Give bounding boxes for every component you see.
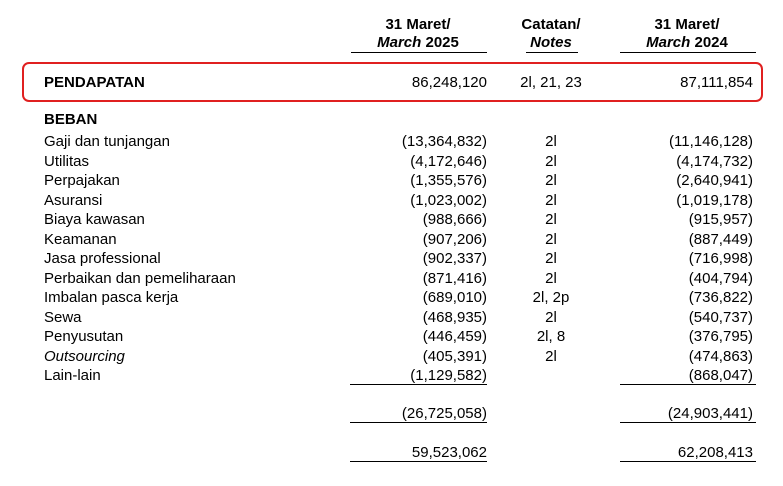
- header-notes-line1: Catatan/: [521, 16, 581, 33]
- expense-value-2024: (868,047): [688, 367, 753, 384]
- total-expenses-row: [0, 404, 783, 423]
- net-row: [0, 443, 783, 462]
- net-value-2025: 59,523,062: [411, 444, 487, 461]
- expense-notes: 2l, 2p: [532, 289, 570, 306]
- expense-label: Utilitas: [44, 152, 90, 170]
- expense-value-2024: (736,822): [688, 289, 753, 306]
- table-row: [0, 132, 783, 151]
- expense-value-2025: (446,459): [422, 328, 487, 345]
- table-row: [0, 327, 783, 346]
- expense-value-2024: (404,794): [688, 269, 753, 287]
- header-march-2024: [617, 16, 757, 52]
- expense-value-2025: (1,023,002): [410, 191, 487, 209]
- table-row: [0, 308, 783, 327]
- table-row: [0, 210, 783, 229]
- expense-value-2025: (468,935): [422, 308, 487, 326]
- expense-value-2025: (1,129,582): [410, 367, 487, 384]
- header-2024-underline: [620, 52, 756, 53]
- table-row: [0, 269, 783, 288]
- expenses-heading: BEBAN: [44, 111, 98, 128]
- expense-value-2024: (1,019,178): [676, 191, 753, 209]
- table-row: [0, 171, 783, 190]
- table-row: [0, 191, 783, 210]
- revenue-value-2024: 87,111,854: [680, 74, 753, 91]
- expense-value-2024: (887,449): [688, 230, 753, 248]
- expense-value-2024: (11,146,128): [669, 133, 753, 150]
- expense-notes: 2l: [545, 152, 557, 170]
- expense-value-2025: (871,416): [422, 269, 487, 287]
- expense-value-2025: (902,337): [422, 250, 487, 267]
- expense-value-2025: (988,666): [422, 211, 487, 228]
- net-value-2024: 62,208,413: [677, 444, 753, 461]
- expense-label: Biaya kawasan: [44, 211, 145, 228]
- table-row: [0, 347, 783, 366]
- header-2025-line1: 31 Maret/: [385, 16, 451, 33]
- table-row: [0, 249, 783, 268]
- total-expenses-line-2025: [350, 422, 487, 423]
- expense-notes: 2l: [545, 269, 557, 287]
- header-notes-line2: Notes: [530, 34, 572, 51]
- expenses-heading-row: [0, 110, 783, 129]
- expense-value-2024: (716,998): [688, 250, 753, 267]
- expense-value-2025: (13,364,832): [401, 133, 487, 150]
- expense-label: Perbaikan dan pemeliharaan: [44, 269, 236, 287]
- expense-value-2025: (1,355,576): [410, 172, 487, 189]
- expense-label: Penyusutan: [44, 328, 124, 345]
- expense-label: Sewa: [44, 308, 82, 326]
- expense-notes: 2l: [545, 250, 557, 267]
- expense-label: Lain-lain: [44, 367, 101, 384]
- expense-label: Keamanan: [44, 230, 117, 248]
- expense-value-2025: (689,010): [422, 289, 487, 306]
- table-row: [0, 366, 783, 385]
- expense-label: Gaji dan tunjangan: [44, 133, 170, 150]
- header-march-2025: [348, 16, 488, 52]
- revenue-row: [0, 73, 783, 92]
- expense-value-2025: (907,206): [422, 230, 487, 248]
- subtotal-line-2024: [620, 384, 756, 385]
- total-expenses-2025: (26,725,058): [401, 405, 487, 422]
- revenue-notes: 2l, 21, 23: [520, 74, 582, 91]
- header-notes: [481, 16, 621, 52]
- expense-notes: 2l: [545, 308, 557, 326]
- expense-value-2024: (4,174,732): [676, 152, 753, 170]
- header-2025-underline: [351, 52, 487, 53]
- total-expenses-2024: (24,903,441): [667, 405, 753, 422]
- expense-value-2024: (474,863): [688, 347, 753, 365]
- total-expenses-line-2024: [620, 422, 756, 423]
- header-2024-line2: March 2024: [646, 34, 728, 51]
- expense-notes: 2l: [545, 211, 557, 228]
- expense-value-2025: (405,391): [422, 347, 487, 365]
- expense-notes: 2l: [545, 133, 557, 150]
- expense-label: Jasa professional: [44, 250, 161, 267]
- expense-label: Imbalan pasca kerja: [44, 289, 179, 306]
- expense-value-2024: (376,795): [688, 328, 753, 345]
- net-line-2024: [620, 461, 756, 462]
- expense-value-2024: (2,640,941): [676, 172, 753, 189]
- expense-label: Outsourcing: [44, 347, 125, 365]
- expense-value-2025: (4,172,646): [410, 152, 487, 170]
- expense-notes: 2l: [545, 347, 557, 365]
- header-2025-line2: March 2025: [377, 34, 459, 51]
- header-notes-underline: [526, 52, 578, 53]
- revenue-value-2025: 86,248,120: [411, 74, 487, 91]
- expense-value-2024: (915,957): [688, 211, 753, 228]
- expense-label: Perpajakan: [44, 172, 120, 189]
- header-2024-line1: 31 Maret/: [654, 16, 720, 33]
- table-row: [0, 152, 783, 171]
- expense-notes: 2l: [545, 191, 557, 209]
- expense-notes: 2l, 8: [536, 328, 566, 345]
- expense-notes: 2l: [545, 172, 557, 189]
- revenue-label: PENDAPATAN: [44, 74, 145, 91]
- table-row: [0, 230, 783, 249]
- expense-label: Asuransi: [44, 191, 103, 209]
- expense-notes: 2l: [545, 230, 557, 248]
- expense-value-2024: (540,737): [688, 308, 753, 326]
- table-row: [0, 288, 783, 307]
- net-line-2025: [350, 461, 487, 462]
- subtotal-line-2025: [350, 384, 487, 385]
